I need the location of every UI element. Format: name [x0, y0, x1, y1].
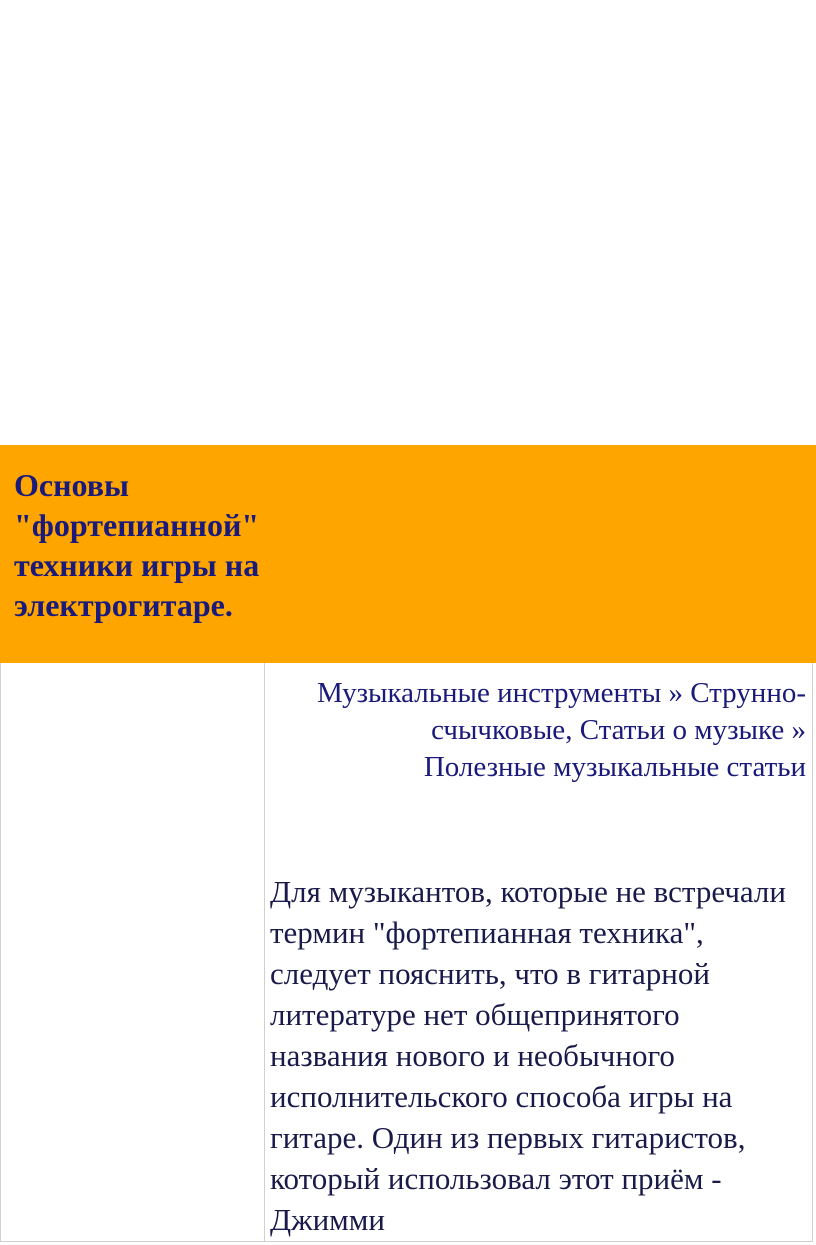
breadcrumb-link-useful-articles[interactable]: Полезные музыкальные статьи	[423, 751, 806, 783]
content-table	[0, 663, 816, 1245]
breadcrumb-link-strings[interactable]: Струнно-счычковые	[431, 677, 806, 746]
breadcrumb-link-articles[interactable]: Статьи о музыке	[579, 714, 785, 746]
breadcrumb-separator: »	[661, 677, 691, 709]
right-column	[264, 663, 813, 1242]
article-body: Для музыкантов, которые не встречали термин "фортепианная техника", следует пояснить, что в гитарной литературе нет общепринятого названия нового и необычного исполнительского способа игры на гитаре. Один из первых гитаристов, который использовал этот приём - Джимми	[270, 874, 786, 1237]
breadcrumb-comma: ,	[565, 714, 580, 746]
article-title: Основы "фортепианной" техники игры на электрогитаре.	[14, 467, 260, 623]
title-band	[0, 445, 816, 663]
breadcrumb-separator: »	[784, 714, 806, 746]
breadcrumbs	[306, 675, 806, 786]
breadcrumb-link-instruments[interactable]: Музыкальные инструменты	[317, 677, 662, 709]
blank-area	[0, 0, 816, 445]
left-column	[0, 663, 265, 1242]
